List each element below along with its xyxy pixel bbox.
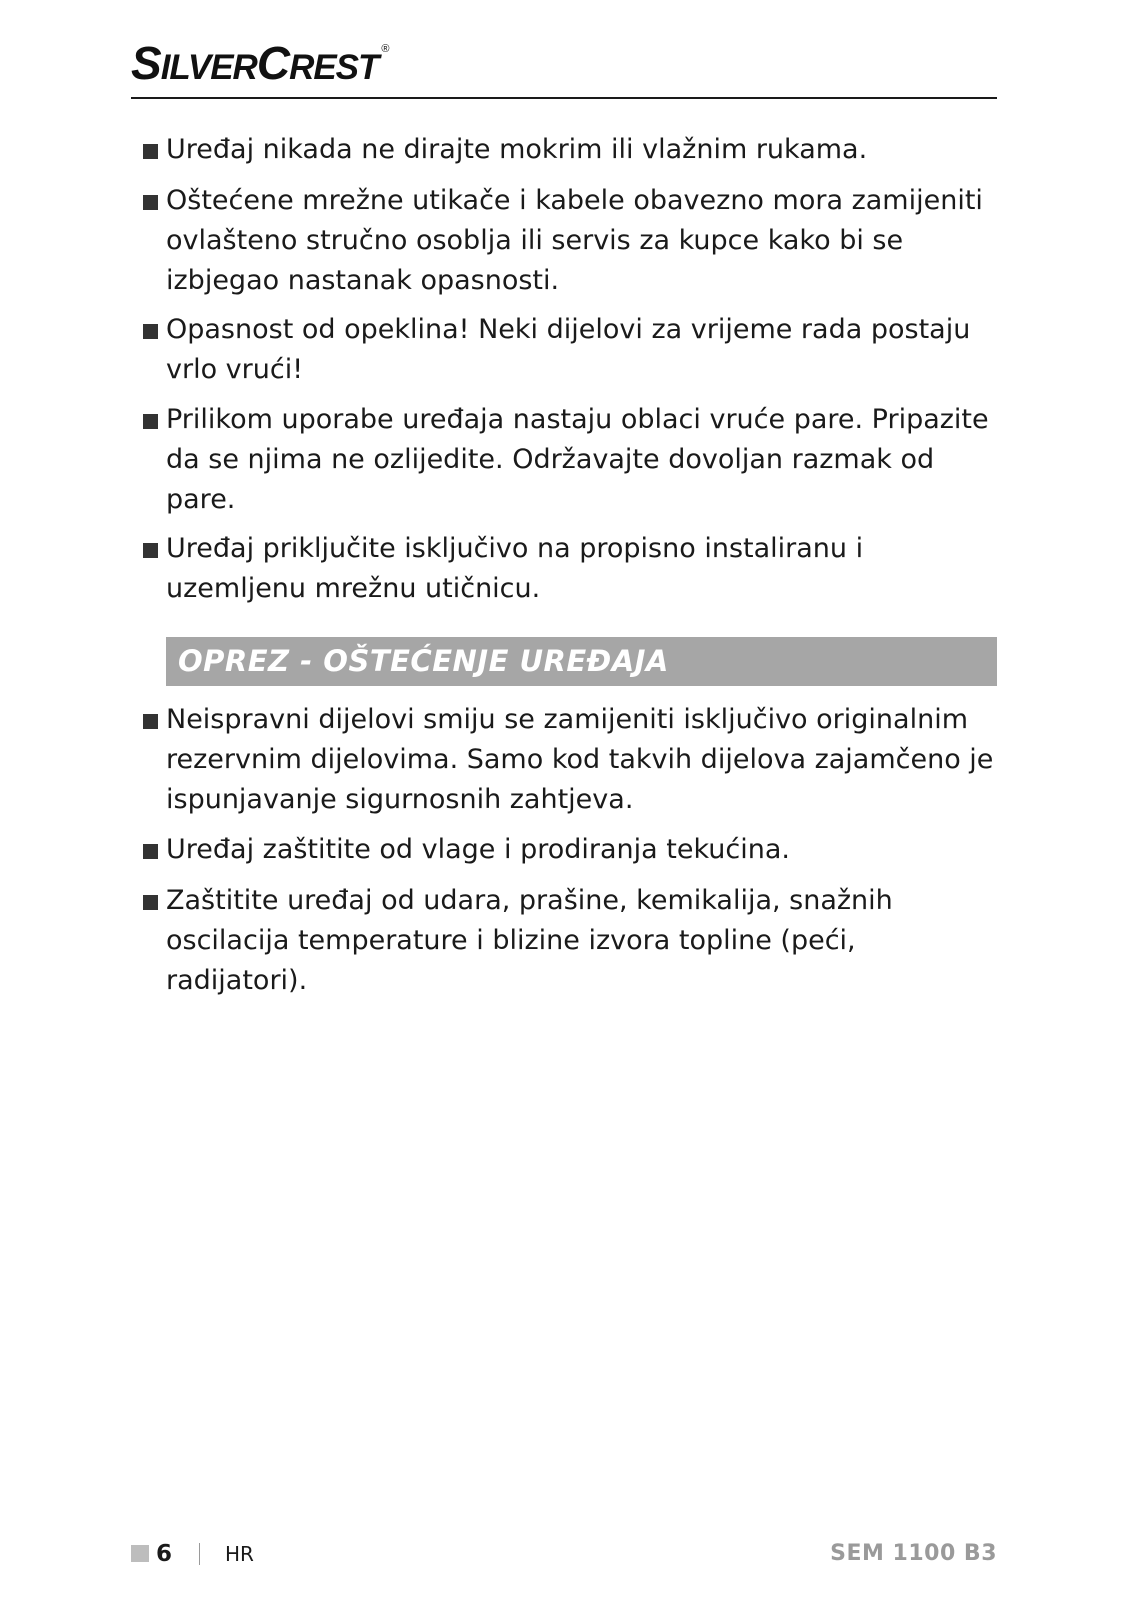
registered-mark: ® [381,43,389,55]
list-item [143,830,1003,870]
page-number: 6 [156,1541,173,1567]
square-bullet-icon [143,844,158,859]
brand-logo [131,37,389,89]
list-item-text: Uređaj nikada ne dirajte mokrim ili vlažnim rukama. [166,134,868,165]
square-bullet-icon [143,144,158,159]
square-bullet-icon [143,895,158,910]
brand-logo-part-1: ILVER [160,48,257,87]
list-item-text: Oštećene mrežne utikače i kabele obavezno mora zamijeniti ovlašteno stručno osoblja ili servis za kupce kako bi se izbjegao nastanak opasnosti. [166,185,983,296]
list-item [143,310,1003,390]
list-item [143,529,1003,609]
list-item-text: Zaštitite uređaj od udara, prašine, kemikalija, snažnih oscilacija temperature i blizine izvora topline (peći, radijatori). [166,885,893,996]
header-divider [131,97,997,99]
square-bullet-icon [143,714,158,729]
brand-logo-part-2: REST [289,48,379,87]
language-code: HR [225,1542,254,1566]
caution-section-title: OPREZ - OŠTEĆENJE UREĐAJA [178,644,669,678]
list-item [143,130,1003,170]
model-number: SEM 1100 B3 [830,1541,997,1566]
list-item-text: Opasnost od opeklina! Neki dijelovi za vrijeme rada postaju vrlo vrući! [166,314,971,385]
square-bullet-icon [143,543,158,558]
list-item-text: Uređaj priključite isključivo na propisno instaliranu i uzemljenu mrežnu utičnicu. [166,533,864,604]
list-item [143,700,1003,820]
square-bullet-icon [143,414,158,429]
brand-logo-initial-1: S [131,37,161,89]
footer-divider [199,1543,200,1565]
list-item-text: Neispravni dijelovi smiju se zamijeniti isključivo originalnim rezervnim dijelovima. Samo kod takvih dijelova zajamčeno je ispunjavanje sigurnosnih zahtjeva. [166,704,994,815]
list-item-text: Uređaj zaštitite od vlage i prodiranja tekućina. [166,834,790,865]
list-item [143,181,1003,301]
square-bullet-icon [143,195,158,210]
caution-section-header [166,637,997,686]
list-item [143,881,1003,1001]
square-bullet-icon [143,324,158,339]
list-item-text: Prilikom uporabe uređaja nastaju oblaci vruće pare. Pripazite da se njima ne ozlijedite. Održavajte dovoljan razmak od pare. [166,404,989,515]
list-item [143,400,1003,520]
footer-square-icon [131,1545,149,1562]
brand-logo-initial-2: C [256,37,290,89]
